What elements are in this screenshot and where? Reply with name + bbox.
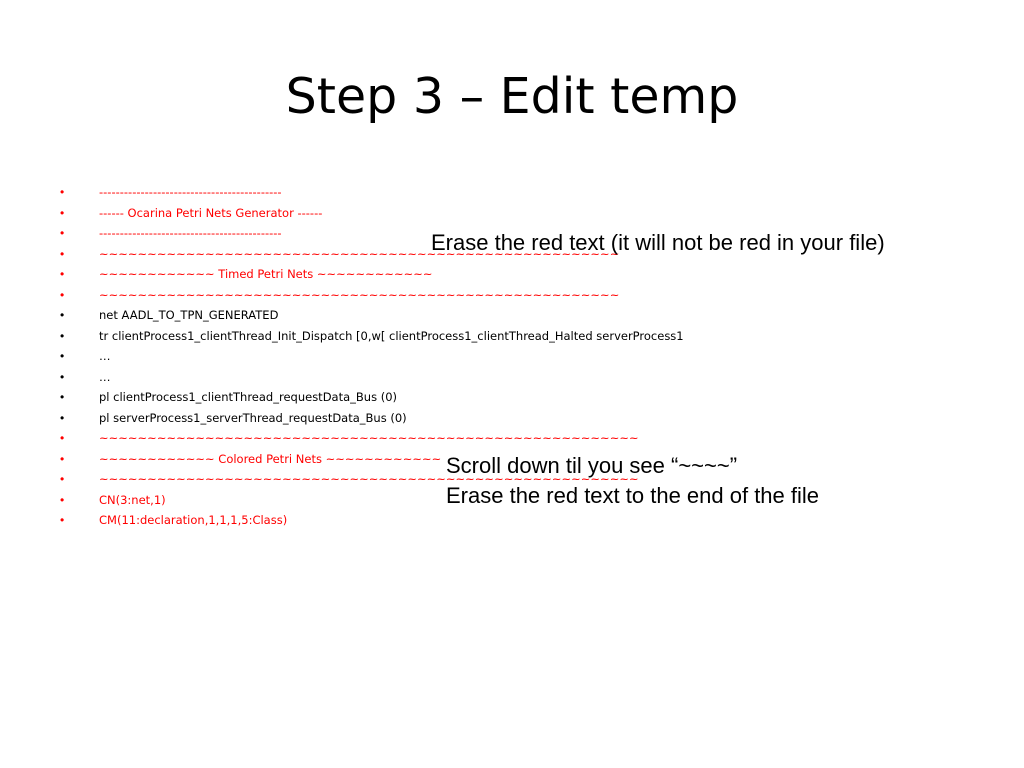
instruction-erase-red: Erase the red text (it will not be red in your file) (431, 230, 885, 255)
bullet-text: pl clientProcess1_clientThread_requestData_Bus (0) (99, 390, 398, 404)
bullet-text: CN(3:net,1) (99, 492, 166, 507)
bullet-dot-icon: • (60, 349, 65, 363)
bullet-dot-icon: • (60, 451, 65, 466)
bullet-item (60, 285, 684, 306)
bullet-dot-icon: • (60, 472, 65, 486)
bullet-dot-icon: • (60, 246, 65, 261)
bullet-dot-icon: • (60, 328, 65, 343)
bullet-item (60, 387, 684, 408)
bullet-dot-icon: • (60, 390, 65, 404)
bullet-text: -------------------------------------------- (99, 226, 282, 240)
bullet-text: ~~~~~~~~~~~~~~~~~~~~~~~~~~~~~~~~~~~~~~~~~~~~~~~~~~~~~~ (99, 246, 620, 261)
bullet-dot-icon: • (60, 513, 65, 527)
bullet-dot-icon: • (60, 267, 65, 281)
bullet-text: ~~~~~~~~~~~~~~~~~~~~~~~~~~~~~~~~~~~~~~~~~~~~~~~~~~~~~~ (99, 287, 620, 302)
bullet-item (60, 408, 684, 429)
bullet-item (60, 367, 684, 388)
bullet-dot-icon: • (60, 226, 65, 240)
instruction-erase-end-line: Erase the red text to the end of the file (446, 483, 820, 508)
bullet-text: ~~~~~~~~~~~~ Colored Petri Nets ~~~~~~~~~~~~ (99, 451, 442, 466)
bullet-text: tr clientProcess1_clientThread_Init_Dispatch [0,w[ clientProcess1_clientThread_Halted serverProcess1 (99, 328, 684, 343)
bullet-dot-icon: • (60, 185, 65, 199)
bullet-dot-icon: • (60, 431, 65, 445)
bullet-item (60, 510, 684, 531)
instruction-scroll-erase (446, 451, 819, 511)
bullet-text: -------------------------------------------- (99, 185, 282, 199)
bullet-text: … (99, 369, 111, 384)
bullet-item (60, 203, 684, 224)
bullet-item (60, 264, 684, 285)
slide-title: Step 3 – Edit temp (285, 68, 739, 125)
bullet-text: ------ Ocarina Petri Nets Generator ------ (99, 205, 323, 220)
bullet-dot-icon: • (60, 369, 65, 384)
bullet-dot-icon: • (60, 308, 65, 322)
bullet-dot-icon: • (60, 287, 65, 302)
bullet-text: CM(11:declaration,1,1,1,5:Class) (99, 513, 288, 527)
bullet-text: ~~~~~~~~~~~~ Timed Petri Nets ~~~~~~~~~~~~ (99, 267, 433, 281)
bullet-dot-icon: • (60, 410, 65, 425)
bullet-dot-icon: • (60, 492, 65, 507)
bullet-text: ~~~~~~~~~~~~~~~~~~~~~~~~~~~~~~~~~~~~~~~~~~~~~~~~~~~~~~~~ (99, 472, 639, 486)
bullet-text: net AADL_TO_TPN_GENERATED (99, 308, 279, 322)
bullet-item (60, 305, 684, 326)
instruction-scroll-line: Scroll down til you see “~~~~” (446, 453, 738, 478)
bullet-item (60, 346, 684, 367)
bullet-item (60, 326, 684, 347)
bullet-text: pl serverProcess1_serverThread_requestData_Bus (0) (99, 410, 407, 425)
bullet-dot-icon: • (60, 205, 65, 220)
bullet-text: ~~~~~~~~~~~~~~~~~~~~~~~~~~~~~~~~~~~~~~~~~~~~~~~~~~~~~~~~ (99, 431, 639, 445)
bullet-text: … (99, 349, 111, 363)
bullet-item (60, 428, 684, 449)
bullet-item (60, 182, 684, 203)
